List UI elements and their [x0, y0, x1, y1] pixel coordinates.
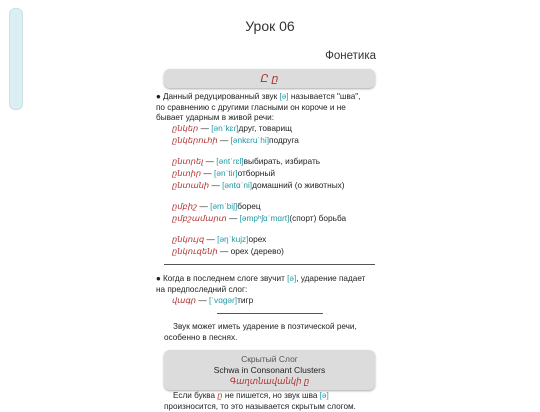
word-entry: ըմբիշ — [əmˈbiʃ]борец [172, 201, 261, 211]
poetic-stress-note: Звук может иметь ударение в поэтической речи, особенно в песнях. [164, 322, 357, 342]
hidden-box-title-ru: Скрытый Слог [241, 354, 298, 364]
word-entry: ընկույզ — [əŋˈkujz]орех [172, 234, 267, 244]
word-entry: ընկերուհի — [ənkɛɾuˈhi]подруга [172, 135, 299, 145]
bullet-schwa-description: ● Данный редуцированный звук [ə] называется "шва", по сравнению с другими гласными он короче и не бывает ударным в живой речи: [156, 92, 361, 122]
bullet-stress-rule: ● Когда в последнем слоге звучит [ə], ударение падает на предпоследний слог: [156, 274, 366, 294]
hidden-syllable-paragraph: Если буква ը не пишется, но звук шва [ə] произносится, то это называется скрытым слогом. [164, 391, 356, 411]
page-title: Урок 06 [245, 18, 295, 34]
hidden-box-title-arm: Գաղտնավանկի ը [229, 376, 310, 386]
word-entry: ընտրել — [əntˈɾɛl]выбирать, избирать [172, 156, 321, 166]
section-title: Фонетика [325, 50, 376, 62]
section-divider [164, 264, 375, 265]
bullet-icon: ● [156, 274, 161, 283]
word-entry: վագր — [ˈvɑgəɾ]тигр [172, 295, 254, 305]
letter-header-box [164, 69, 375, 88]
word-entry: ընտանի — [əntɑˈni]домашний (о животных) [172, 180, 345, 190]
word-entry: ընկուզենի — орех (дерево) [172, 246, 284, 256]
hidden-box-title-en: Schwa in Consonant Clusters [213, 365, 326, 375]
bullet-icon: ● [156, 92, 161, 101]
letter-header: Ը ը [260, 73, 279, 85]
short-divider [217, 313, 323, 314]
word-entry: ըմբշամարտ — [əmpʰʃɑˈmɑɾt](спорт) борьба [172, 213, 347, 223]
word-entry: ընտիր — [ənˈtiɾ]отборный [172, 168, 275, 178]
hidden-syllable-box [164, 350, 375, 390]
word-entry: ընկեր — [ənˈkɛɾ]друг, товарищ [172, 123, 293, 133]
